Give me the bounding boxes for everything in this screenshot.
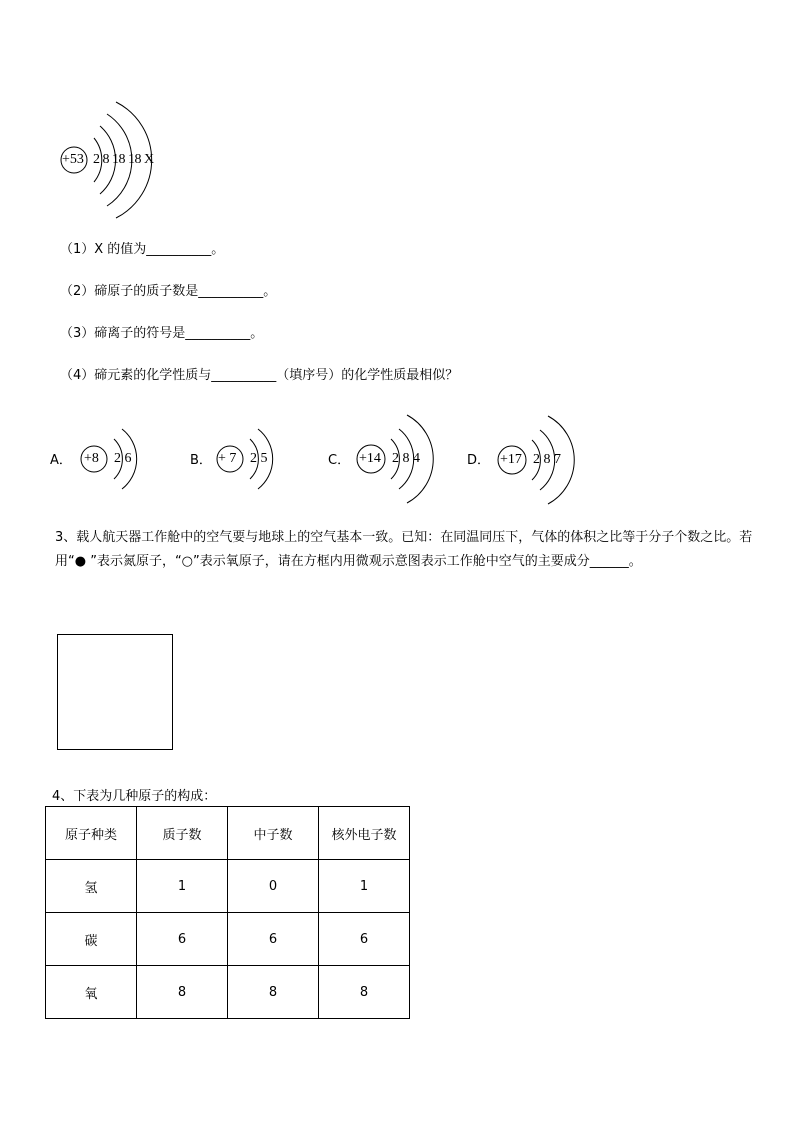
table-cell: 氢 (46, 860, 137, 913)
option-d-nucleus: +17 (500, 452, 522, 467)
option-d-electrons: 2 8 7 (533, 452, 561, 467)
table-cell: 8 (319, 966, 410, 1019)
option-d-diagram (497, 413, 577, 508)
header-cell: 原子种类 (46, 807, 137, 860)
option-c-nucleus: +14 (359, 451, 381, 466)
option-b-nucleus: + 7 (218, 451, 237, 466)
question-2: （2）碲原子的质子数是__________。 (60, 284, 277, 299)
table-cell: 1 (137, 860, 228, 913)
table-cell: 8 (228, 966, 319, 1019)
table-cell: 氧 (46, 966, 137, 1019)
option-b-label: B． (190, 453, 212, 468)
option-c-label: C． (328, 453, 351, 468)
table-cell: 6 (319, 913, 410, 966)
answer-box[interactable] (57, 634, 173, 750)
table-cell: 1 (319, 860, 410, 913)
nucleus-charge: +53 (62, 152, 84, 167)
header-cell: 质子数 (137, 807, 228, 860)
table-cell: 6 (228, 913, 319, 966)
shell-electrons: 2 8 18 18 X (93, 152, 154, 167)
option-d-label: D． (467, 453, 491, 468)
question-3: （3）碲离子的符号是__________。 (60, 326, 264, 341)
question-1: （1）X 的值为__________。 (60, 242, 225, 257)
option-c-diagram (356, 412, 436, 507)
table-row (46, 913, 410, 966)
problem-4-title: 4、下表为几种原子的构成： (52, 789, 217, 804)
header-cell: 中子数 (228, 807, 319, 860)
option-a-label: A． (50, 453, 72, 468)
header-cell: 核外电子数 (319, 807, 410, 860)
question-4: （4）碲元素的化学性质与__________（填序号）的化学性质最相似？ (60, 368, 459, 383)
option-c-electrons: 2 8 4 (392, 451, 420, 466)
tellurium-atom-diagram (60, 95, 170, 220)
problem-3-text: 3、载人航天器工作舱中的空气要与地球上的空气基本一致。已知：在同温同压下，气体的体积之比等于分子个数之比。若用“● ”表示氮原子，“○”表示氧原子，请在方框内用微观示意图表示工作舱中空气的主要成分______。 (55, 530, 753, 569)
table-row (46, 860, 410, 913)
option-a-electrons: 2 6 (114, 451, 132, 466)
table-cell: 碳 (46, 913, 137, 966)
option-b-electrons: 2 5 (250, 451, 268, 466)
option-a-nucleus: +8 (84, 451, 99, 466)
option-a-diagram (80, 425, 150, 495)
table-cell: 0 (228, 860, 319, 913)
option-b-diagram (216, 425, 286, 495)
table-cell: 8 (137, 966, 228, 1019)
table-header-row (46, 807, 410, 860)
table-row (46, 966, 410, 1019)
table-cell: 6 (137, 913, 228, 966)
atom-composition-table (45, 806, 410, 1019)
